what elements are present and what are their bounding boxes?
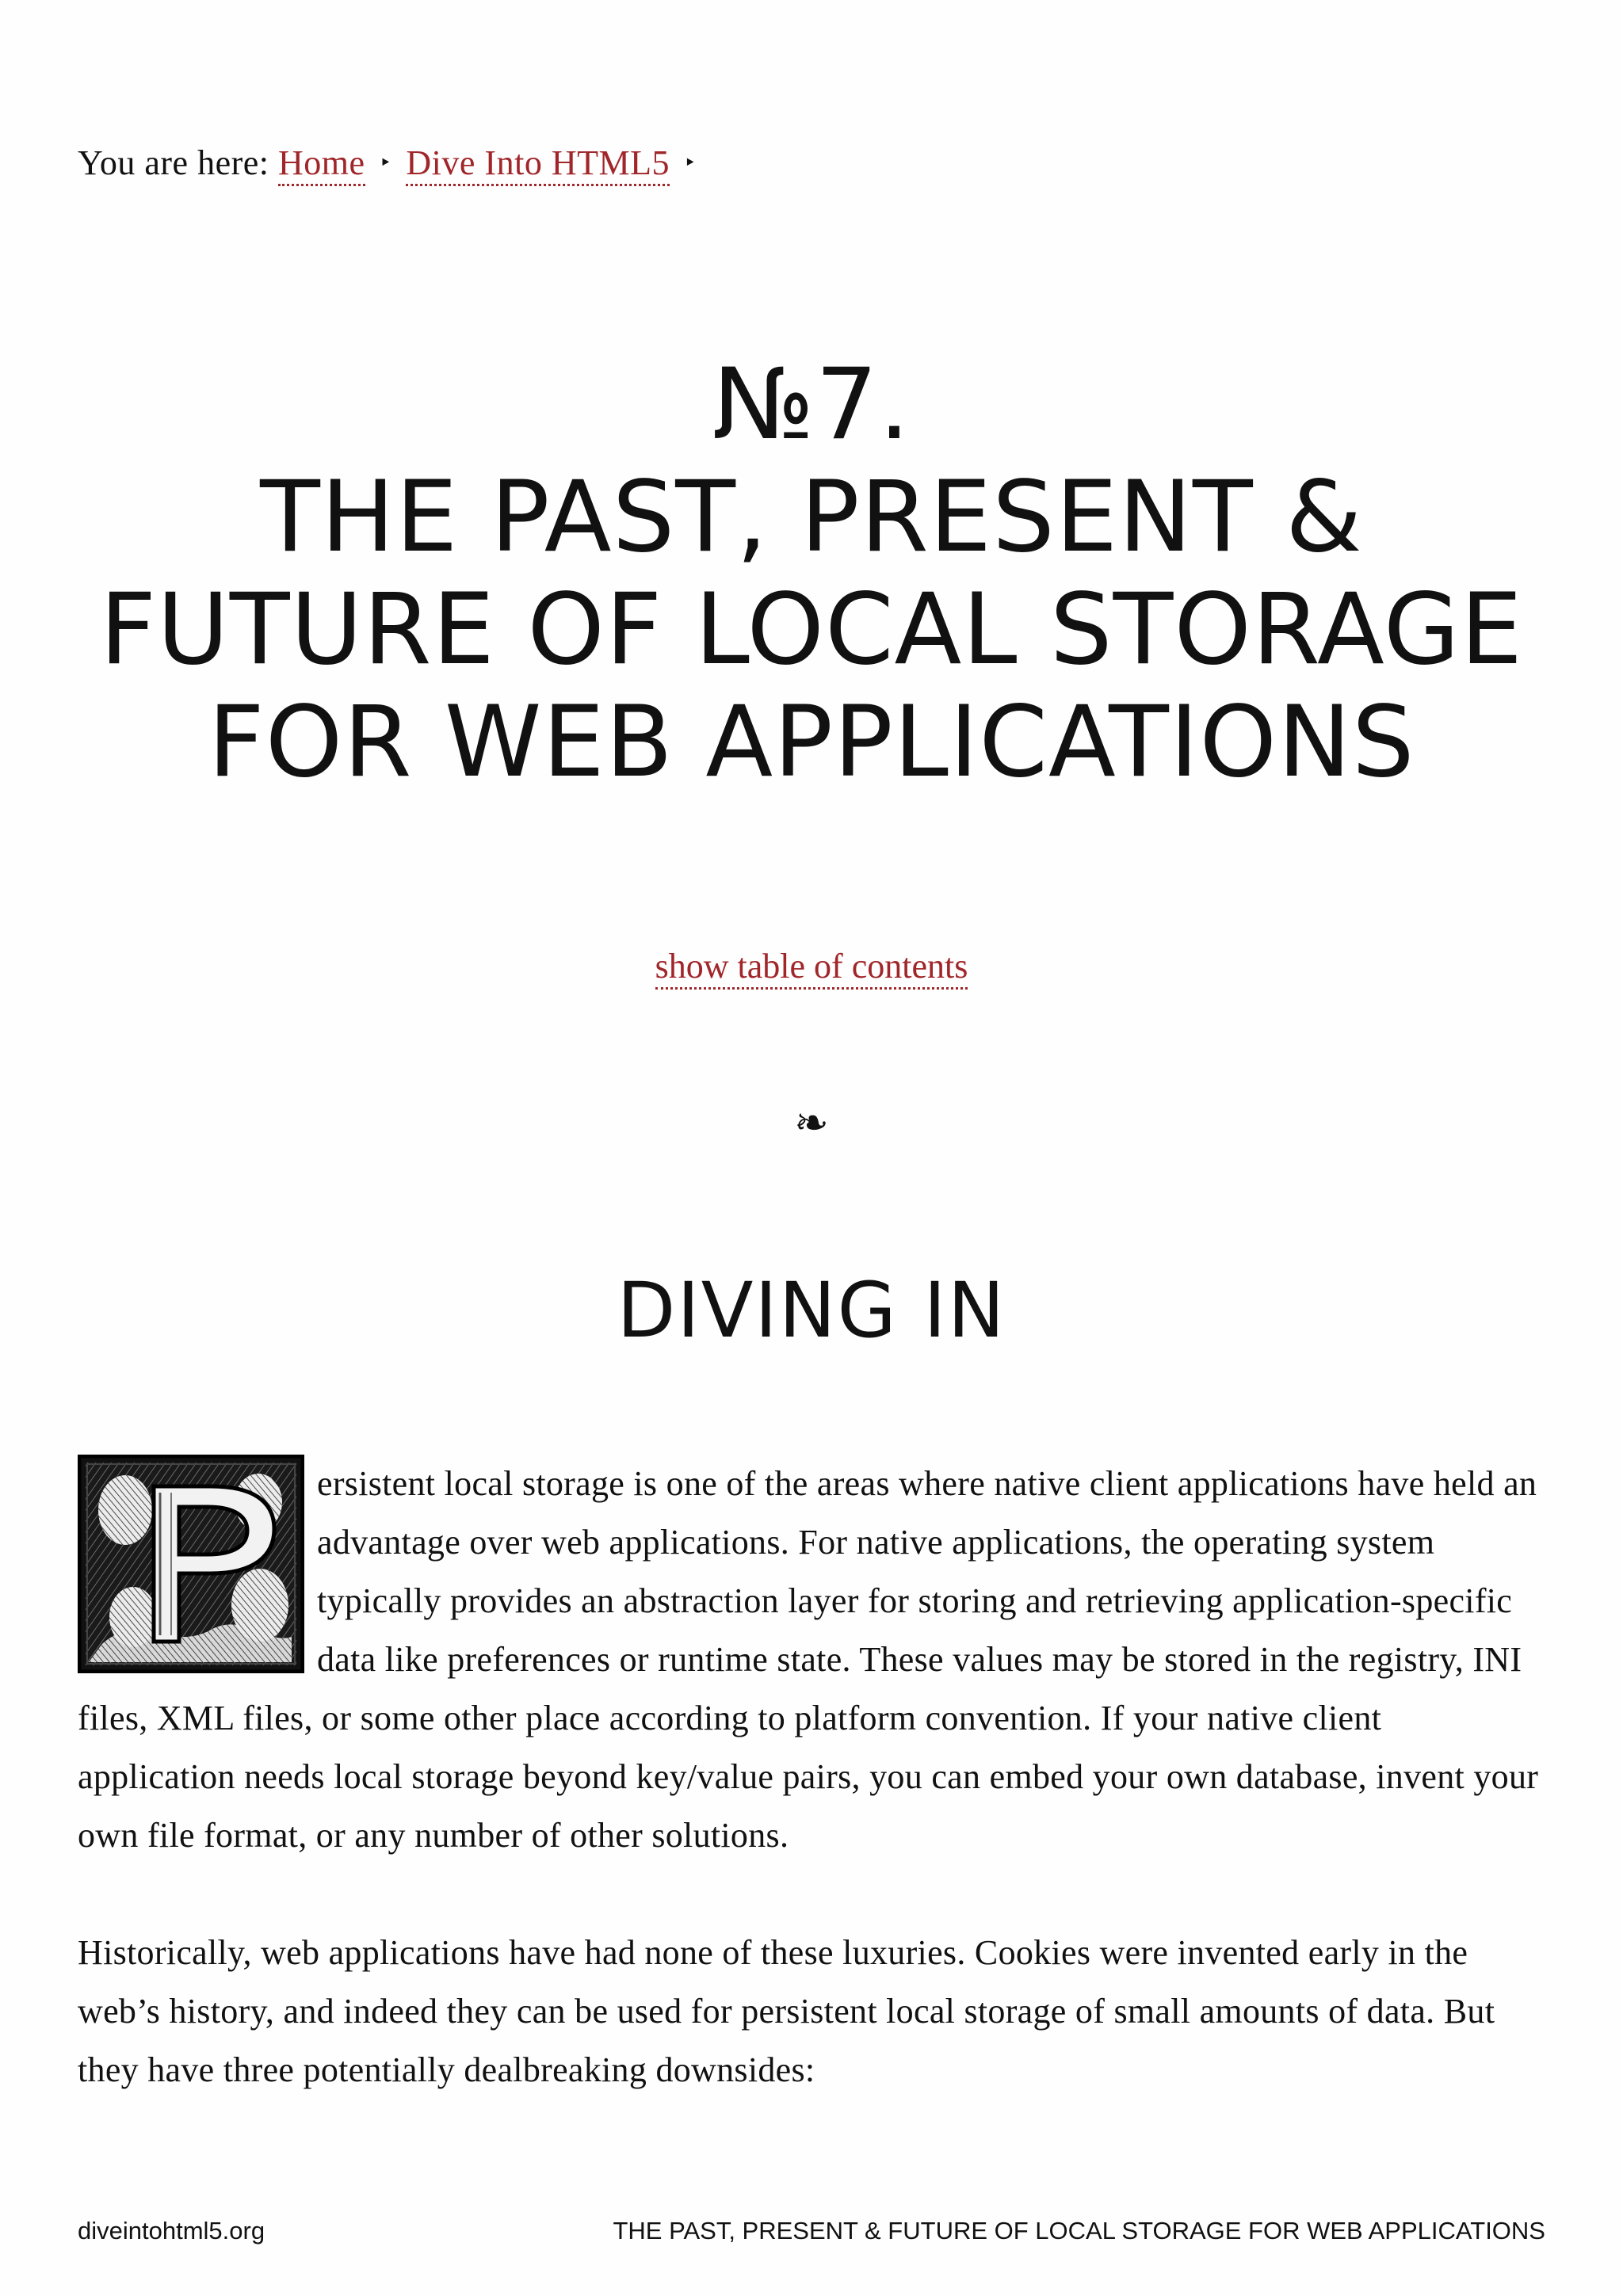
fleuron-ornament-icon: ❧ xyxy=(794,1100,829,1147)
chapter-title-line: THE PAST, PRESENT & xyxy=(260,460,1363,574)
breadcrumb-separator-icon: ‣ xyxy=(379,151,392,175)
section-title: DIVING IN xyxy=(617,1266,1006,1355)
chapter-title-line: FOR WEB APPLICATIONS xyxy=(208,685,1415,799)
paragraph xyxy=(78,1455,1545,1865)
footer-chapter-title: THE PAST, PRESENT & FUTURE OF LOCAL STORAGE FOR WEB APPLICATIONS xyxy=(613,2217,1545,2245)
toc-container xyxy=(0,944,1623,989)
chapter-heading xyxy=(0,349,1623,799)
paragraph-text: ersistent local storage is one of the areas where native client applications have held an advantage over web applications. For native applications, the operating system typically provides an abstraction layer for storing and retrieving application-specific data like preferences or runtime state. These values may be stored in the registry, INI files, XML files, or some other place according to platform convention. If your native client application needs local storage beyond key/value pairs, you can embed your own database, invent your own file format, or any number of other solutions. xyxy=(78,1464,1539,1855)
chapter-title-line: FUTURE OF LOCAL STORAGE xyxy=(99,573,1524,687)
breadcrumb-prefix: You are here: xyxy=(78,143,269,182)
chapter-number: №7. xyxy=(712,348,911,462)
breadcrumb-home-link[interactable]: Home xyxy=(278,143,365,186)
breadcrumb-dive-into-html5-link[interactable]: Dive Into HTML5 xyxy=(406,143,670,186)
breadcrumb xyxy=(78,141,711,190)
paragraph: Historically, web applications have had none of these luxuries. Cookies were invented early in the web’s history, and indeed they can be used for persistent local storage of small amounts of data. But they have three potentially dealbreaking downsides: xyxy=(78,1933,1495,2089)
breadcrumb-separator-icon: ‣ xyxy=(683,151,697,175)
footer-site: diveintohtml5.org xyxy=(78,2217,265,2245)
show-toc-link[interactable]: show table of contents xyxy=(655,947,968,990)
dropcap-letter-p-image xyxy=(78,1455,304,1673)
article-body xyxy=(78,1455,1545,2158)
